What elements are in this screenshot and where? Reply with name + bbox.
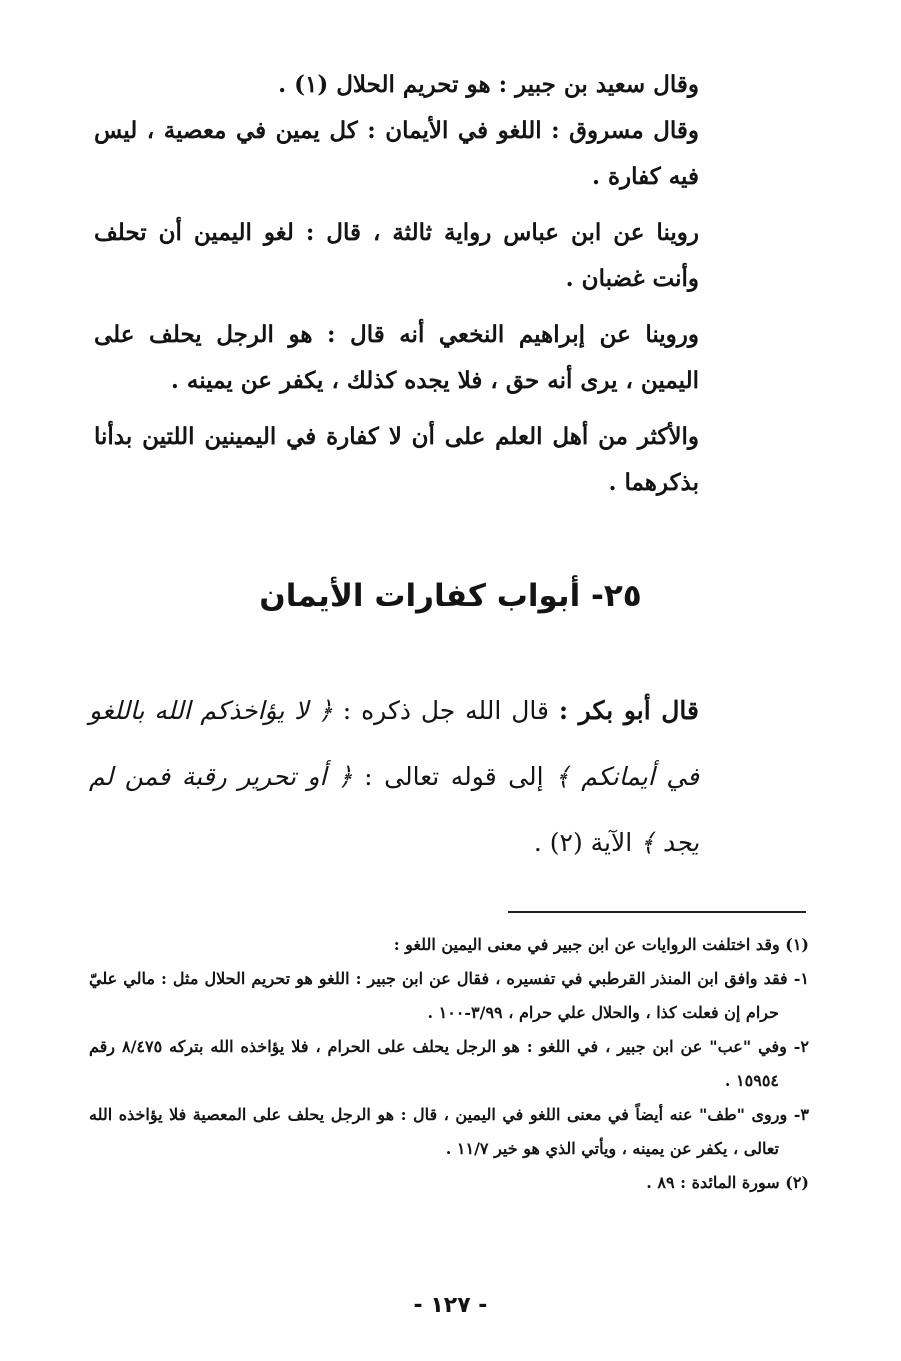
paragraph-majority-opinion: والأكثر من أهل العلم على أن لا كفارة في اليمينين اللتين بدأنا بذكرهما . (94, 423, 699, 496)
footnote-1-item-2: ٢- وفي "عب" عن ابن جبير ، في اللغو : هو الرجل يحلف على الحرام ، فلا يؤاخذه الله بتركه ٨/٤٧٥ رقم ١٥٩٥٤ . (89, 1037, 809, 1090)
section-heading: ٢٥- أبواب كفارات الأيمان (259, 578, 642, 614)
paragraph-masruq: وقال مسروق : اللغو في الأيمان : كل يمين في معصية ، ليس فيه كفارة . (94, 117, 699, 190)
footnotes (89, 928, 809, 1200)
page-number: - ١٢٧ - (413, 1293, 488, 1318)
footnote-1-item-1: ١- فقد وافق ابن المنذر القرطبي في تفسيره ، فقال عن ابن جبير : اللغو هو تحريم الحلال مثل : مالي عليّ حرام إن فعلت كذا ، والحلال علي حرام ، ٣/٩٩-١٠٠ . (89, 969, 810, 1022)
paragraph-said-ibn-jubayr: وقال سعيد بن جبير : هو تحريم الحلال (١) . (278, 71, 699, 98)
footnote-1-item-3: ٣- وروى "طف" عنه أيضاً في معنى اللغو في اليمين ، قال : هو الرجل يحلف على المعصية فلا يؤاخذه الله تعالى ، يكفر عن يمينه ، ويأتي الذي هو خير ١١/٧ . (89, 1105, 809, 1158)
footnote-2: (٢) سورة المائدة : ٨٩ . (646, 1173, 809, 1192)
footnote-1-intro: (١) وقد اختلفت الروايات عن ابن جبير في معنى اليمين اللغو : (393, 935, 809, 954)
paragraph-ibrahim-nakhai: وروينا عن إبراهيم النخعي أنه قال : هو الرجل يحلف على اليمين ، يرى أنه حق ، فلا يجده كذلك ، يكفر عن يمينه . (94, 321, 699, 394)
intro-paragraph (89, 678, 699, 876)
intro-text-2: إلى قوله تعالى : (352, 762, 556, 791)
paragraph-ibn-abbas: روينا عن ابن عباس رواية ثالثة ، قال : لغو اليمين أن تحلف وأنت غضبان . (94, 219, 699, 292)
intro-lead: قال أبو بكر : (558, 696, 699, 725)
quran-verse-1: ﴿ لا يؤاخذكم الله باللغو في أيمانكم ﴾ (89, 696, 699, 791)
intro-text-1: قال الله جل ذكره : (332, 696, 559, 725)
intro-text-3: الآية (٢) . (533, 828, 641, 857)
footnote-divider (508, 911, 806, 913)
quran-verse-2: ﴿ أو تحرير رقبة فمن لم يجد ﴾ (89, 762, 699, 857)
